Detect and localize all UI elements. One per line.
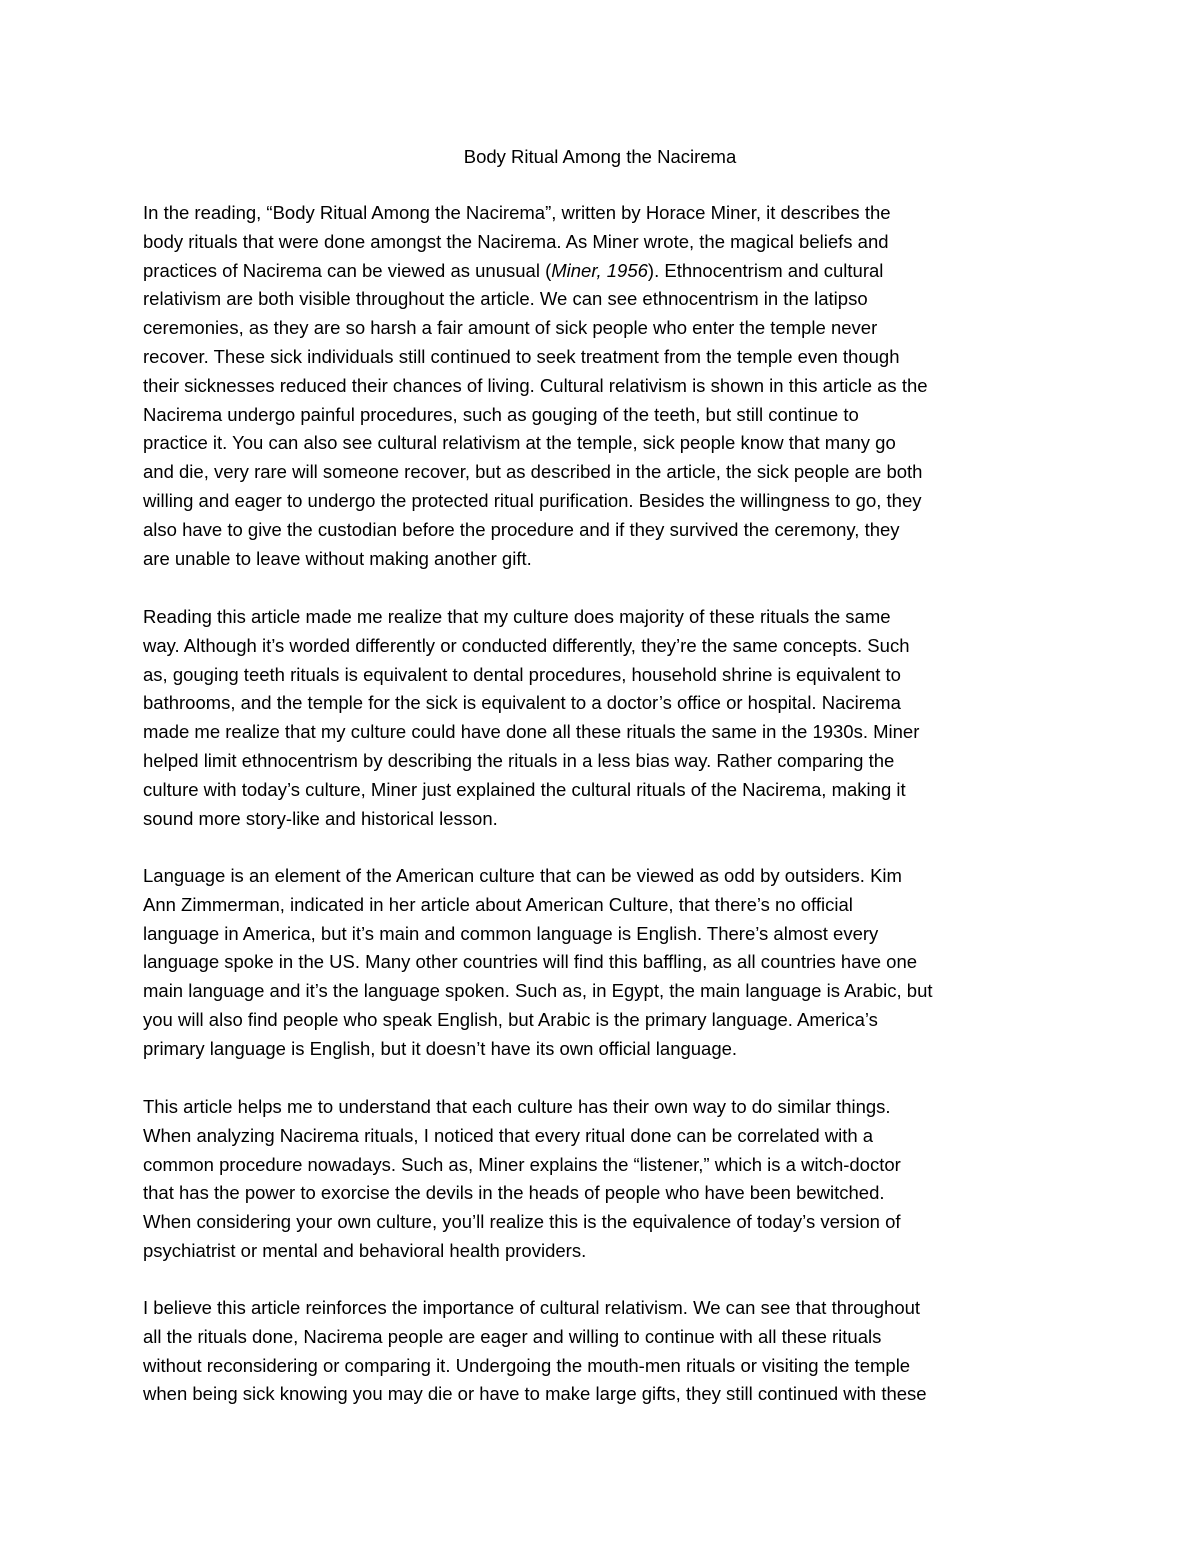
document-title: Body Ritual Among the Nacirema: [463, 146, 737, 167]
paragraph-line: language in America, but it’s main and common language is English. There’s almost every: [143, 922, 879, 944]
paragraph-line: psychiatrist or mental and behavioral health providers.: [143, 1239, 587, 1261]
paragraph-line: willing and eager to undergo the protected ritual purification. Besides the willingness to go, they: [143, 489, 922, 511]
paragraph-line-with-citation: [143, 257, 1073, 286]
paragraph-line: When considering your own culture, you’ll realize this is the equivalence of today’s version of: [143, 1211, 901, 1233]
paragraph-line: bathrooms, and the temple for the sick is equivalent to a doctor’s office or hospital. Nacirema: [143, 692, 901, 714]
paragraph-line: all the rituals done, Nacirema people are eager and willing to continue with all these rituals: [143, 1325, 882, 1347]
paragraph-line: relativism are both visible throughout the article. We can see ethnocentrism in the latipso: [143, 288, 868, 310]
paragraph-line: when being sick knowing you may die or have to make large gifts, they still continued with these: [143, 1383, 927, 1405]
citation-trail-text: ). Ethnocentrism and cultural: [647, 259, 884, 281]
paragraph-line: helped limit ethnocentrism by describing the rituals in a less bias way. Rather comparing the: [143, 749, 895, 771]
paragraph-line: you will also find people who speak English, but Arabic is the primary language. America’s: [143, 1008, 878, 1030]
paragraph-line: Ann Zimmerman, indicated in her article about American Culture, that there’s no official: [143, 893, 853, 915]
paragraph-line: are unable to leave without making another gift.: [143, 547, 532, 569]
paragraph-line: language spoke in the US. Many other countries will find this baffling, as all countries have one: [143, 951, 918, 973]
paragraph-line: When analyzing Nacirema rituals, I noticed that every ritual done can be correlated with a: [143, 1124, 874, 1146]
paragraph-line: their sicknesses reduced their chances of living. Cultural relativism is shown in this article as the: [143, 374, 928, 396]
paragraph-line: In the reading, “Body Ritual Among the Nacirema”, written by Horace Miner, it describes the: [143, 202, 891, 223]
paragraph-4: [143, 1093, 1073, 1266]
paragraph-line: sound more story-like and historical lesson.: [143, 807, 498, 829]
paragraph-line: as, gouging teeth rituals is equivalent to dental procedures, household shrine is equivalent to: [143, 663, 901, 685]
paragraph-line: Reading this article made me realize that my culture does majority of these rituals the same: [143, 606, 891, 627]
paragraph-line: ceremonies, as they are so harsh a fair amount of sick people who enter the temple never: [143, 317, 878, 339]
paragraph-line: common procedure nowadays. Such as, Miner explains the “listener,” which is a witch-doctor: [143, 1153, 901, 1175]
paragraph-line: made me realize that my culture could have done all these rituals the same in the 1930s. Miner: [143, 721, 920, 743]
paragraph-5: [143, 1294, 1073, 1409]
paragraph-line: recover. These sick individuals still continued to seek treatment from the temple even though: [143, 345, 900, 367]
paragraph-line: way. Although it’s worded differently or conducted differently, they’re the same concepts. Such: [143, 634, 910, 656]
paragraph-line: This article helps me to understand that each culture has their own way to do similar things.: [143, 1096, 891, 1117]
paragraph-3: [143, 862, 1073, 1064]
paragraph-1: [143, 199, 1073, 573]
citation: Miner, 1956: [551, 259, 648, 281]
paragraph-line: primary language is English, but it doesn’t have its own official language.: [143, 1037, 738, 1059]
paragraph-line: Nacirema undergo painful procedures, such as gouging of the teeth, but still continue to: [143, 403, 859, 425]
paragraph-line: culture with today’s culture, Miner just explained the cultural rituals of the Nacirema, making it: [143, 778, 906, 800]
paragraph-line: main language and it’s the language spoken. Such as, in Egypt, the main language is Arabic, but: [143, 980, 933, 1002]
paragraph-2: [143, 603, 1073, 833]
paragraph-line: I believe this article reinforces the importance of cultural relativism. We can see that throughout: [143, 1297, 921, 1318]
paragraph-line: and die, very rare will someone recover, but as described in the article, the sick people are both: [143, 461, 923, 483]
paragraph-line: without reconsidering or comparing it. Undergoing the mouth-men rituals or visiting the temple: [143, 1354, 911, 1376]
paragraph-line: that has the power to exorcise the devils in the heads of people who have been bewitched.: [143, 1182, 885, 1204]
paragraph-line: body rituals that were done amongst the Nacirema. As Miner wrote, the magical beliefs and: [143, 230, 889, 252]
paragraph-line: also have to give the custodian before the procedure and if they survived the ceremony, they: [143, 518, 900, 540]
paragraph-line: practice it. You can also see cultural relativism at the temple, sick people know that many go: [143, 432, 896, 454]
paragraph-line: Language is an element of the American culture that can be viewed as odd by outsiders. Kim: [143, 865, 902, 886]
citation-lead-text: practices of Nacirema can be viewed as unusual (: [143, 259, 552, 281]
